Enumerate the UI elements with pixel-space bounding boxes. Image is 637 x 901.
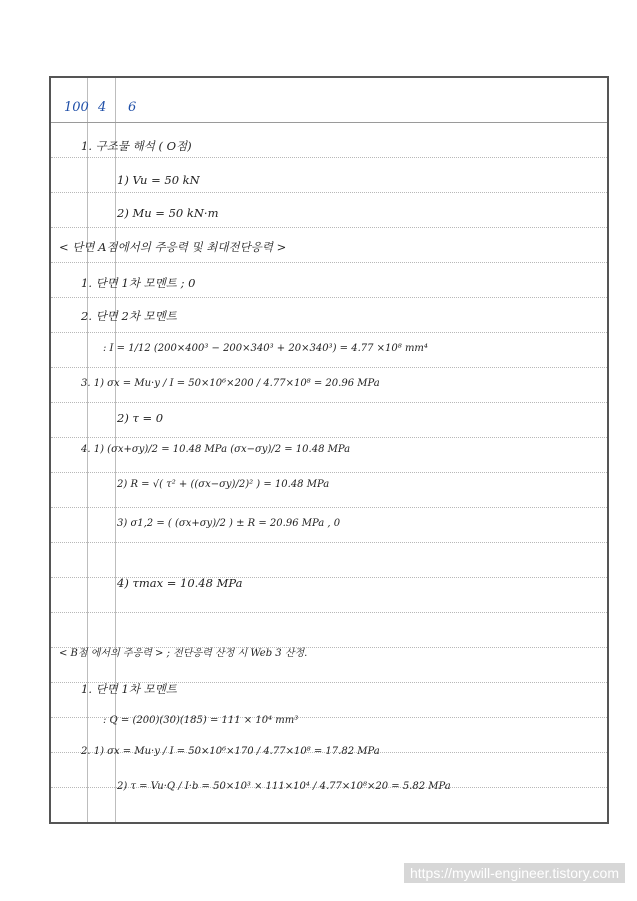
line-sigma-b: 2. 1) σx = Mu·y / I = 50×10⁶×170 / 4.77×10⁸ = 17.82 MPa bbox=[81, 746, 380, 757]
ruled-line bbox=[51, 472, 607, 473]
ruled-line bbox=[51, 612, 607, 613]
line-mu: 2) Mu = 50 kN·m bbox=[117, 206, 219, 220]
note-sheet bbox=[49, 76, 609, 824]
header-col1: 4 bbox=[98, 100, 107, 115]
ruled-line bbox=[51, 262, 607, 263]
section-b-heading: < B점 에서의 주응력 > ; 전단응력 산정 시 Web 3 산정. bbox=[59, 648, 308, 659]
ruled-line bbox=[51, 192, 607, 193]
watermark: https://mywill-engineer.tistory.com bbox=[404, 863, 625, 883]
line-second-moment: 2. 단면 2차 모멘트 bbox=[81, 309, 177, 323]
line-inertia: : I = 1/12 (200×400³ − 200×340³ + 20×340³) = 4.77 ×10⁸ mm⁴ bbox=[103, 343, 428, 354]
ruled-line bbox=[51, 332, 607, 333]
ruled-line bbox=[51, 437, 607, 438]
header-col2: 6 bbox=[128, 100, 137, 115]
ruled-line bbox=[51, 507, 607, 508]
line-q: : Q = (200)(30)(185) = 111 × 10⁴ mm³ bbox=[103, 715, 299, 726]
ruled-line bbox=[51, 227, 607, 228]
ruled-line bbox=[51, 402, 607, 403]
ruled-line bbox=[51, 367, 607, 368]
line-structural-analysis: 1. 구조물 해석 ( O점) bbox=[81, 139, 192, 153]
section-a-heading: < 단면 A점에서의 주응력 및 최대전단응력 > bbox=[59, 240, 287, 254]
line-first-moment-b: 1. 단면 1차 모멘트 bbox=[81, 682, 177, 696]
line-tau-a: 2) τ = 0 bbox=[117, 411, 164, 425]
line-tau-max: 4) τmax = 10.48 MPa bbox=[117, 576, 243, 590]
ruled-line bbox=[51, 157, 607, 158]
line-sigma-a: 3. 1) σx = Mu·y / I = 50×10⁶×200 / 4.77×10⁸ = 20.96 MPa bbox=[81, 378, 380, 389]
line-first-moment-a: 1. 단면 1차 모멘트 ; 0 bbox=[81, 276, 196, 290]
line-principal: 3) σ1,2 = ( (σx+σy)/2 ) ± R = 20.96 MPa , 0 bbox=[117, 518, 341, 529]
line-vu: 1) Vu = 50 kN bbox=[117, 173, 200, 187]
ruled-line bbox=[51, 542, 607, 543]
line-avg-stress: 4. 1) (σx+σy)/2 = 10.48 MPa (σx−σy)/2 = 10.48 MPa bbox=[81, 444, 351, 455]
line-radius: 2) R = √( τ² + ((σx−σy)/2)² ) = 10.48 MPa bbox=[117, 479, 330, 490]
problem-number: 100 bbox=[64, 100, 89, 115]
ruled-line bbox=[51, 297, 607, 298]
line-tau-b: 2) τ = Vu·Q / I·b = 50×10³ × 111×10⁴ / 4.77×10⁸×20 = 5.82 MPa bbox=[117, 781, 451, 792]
ruled-line bbox=[51, 122, 607, 123]
